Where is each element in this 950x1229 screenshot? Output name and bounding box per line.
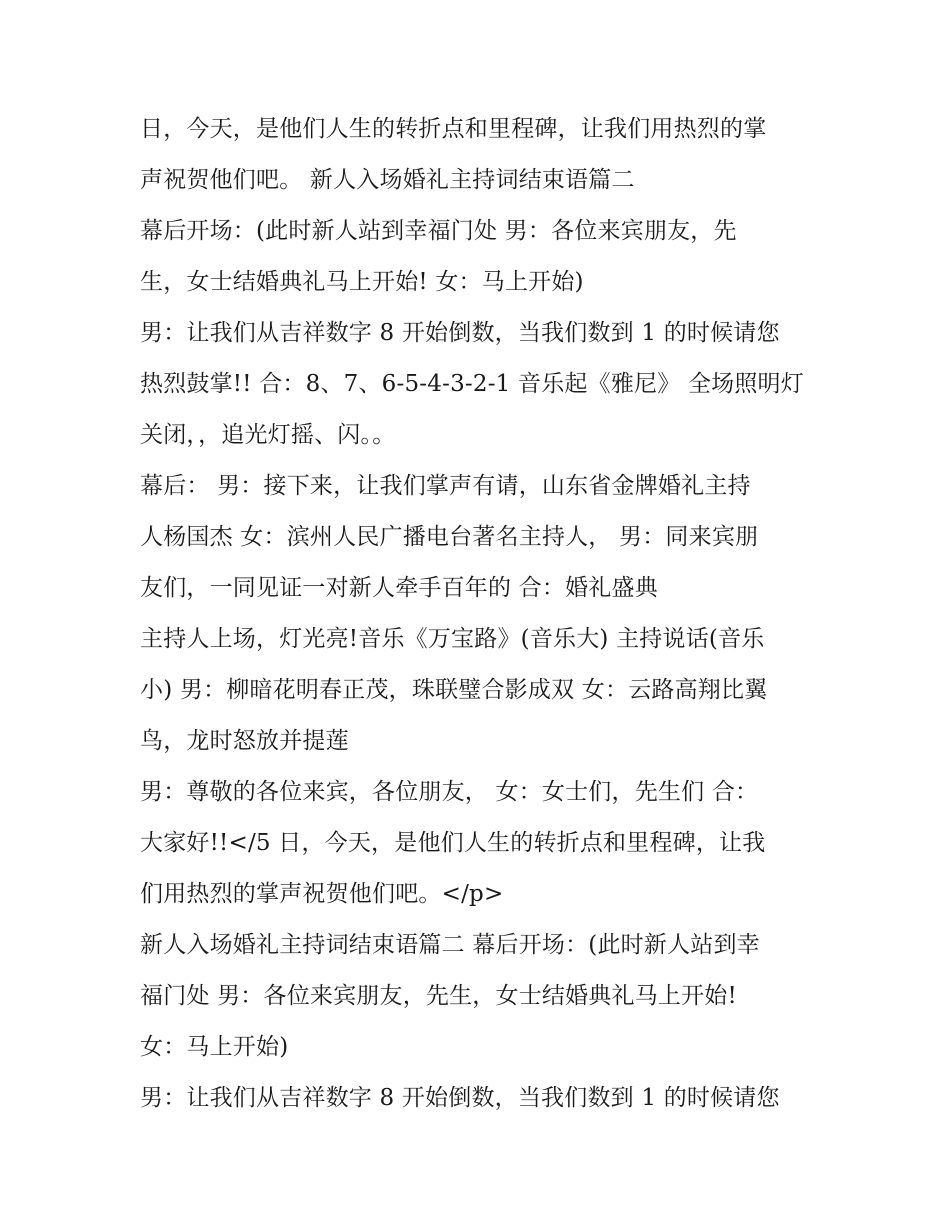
text-line: 大家好!!</5 日，今天，是他们人生的转折点和里程碑，让我 bbox=[140, 830, 766, 856]
text-line: 男：让我们从吉祥数字 8 开始倒数，当我们数到 1 的时候请您 bbox=[140, 1085, 780, 1111]
text-line: 幕后： 男：接下来，让我们掌声有请，山东省金牌婚礼主持 bbox=[140, 473, 751, 499]
text-line: 们用热烈的掌声祝贺他们吧。</p> bbox=[140, 881, 504, 907]
text-line: 主持人上场，灯光亮!音乐《万宝路》(音乐大) 主持说话(音乐 bbox=[140, 626, 765, 652]
text-line: 热烈鼓掌!! 合：8、7、6-5-4-3-2-1 音乐起《雅尼》 全场照明灯 bbox=[140, 371, 804, 397]
text-line: 男：尊敬的各位来宾，各位朋友， 女：女士们，先生们 合： bbox=[140, 779, 759, 805]
text-line: 友们，一同见证一对新人牵手百年的 合：婚礼盛典 bbox=[140, 575, 658, 601]
text-line: 鸟，龙时怒放并提莲 bbox=[140, 728, 349, 754]
text-line: 关闭，，追光灯摇、闪。。 bbox=[140, 422, 396, 448]
text-line: 人杨国杰 女：滨州人民广播电台著名主持人， 男：同来宾朋 bbox=[140, 524, 759, 550]
text-line: 幕后开场：(此时新人站到幸福门处 男：各位来宾朋友，先 bbox=[140, 218, 737, 244]
text-line: 男：让我们从吉祥数字 8 开始倒数，当我们数到 1 的时候请您 bbox=[140, 320, 780, 346]
text-line: 女：马上开始) bbox=[140, 1034, 289, 1060]
text-line: 声祝贺他们吧。 新人入场婚礼主持词结束语篇二 bbox=[140, 167, 635, 193]
text-line: 生，女士结婚典礼马上开始! 女：马上开始) bbox=[140, 269, 584, 295]
text-line: 小) 男：柳暗花明春正茂，珠联璧合影成双 女：云路高翔比翼 bbox=[140, 677, 768, 703]
text-line: 日，今天，是他们人生的转折点和里程碑，让我们用热烈的掌 bbox=[140, 116, 767, 142]
text-line: 福门处 男：各位来宾朋友，先生，女士结婚典礼马上开始! bbox=[140, 983, 737, 1009]
document-body bbox=[140, 104, 820, 1124]
text-line: 新人入场婚礼主持词结束语篇二 幕后开场：(此时新人站到幸 bbox=[140, 932, 760, 958]
